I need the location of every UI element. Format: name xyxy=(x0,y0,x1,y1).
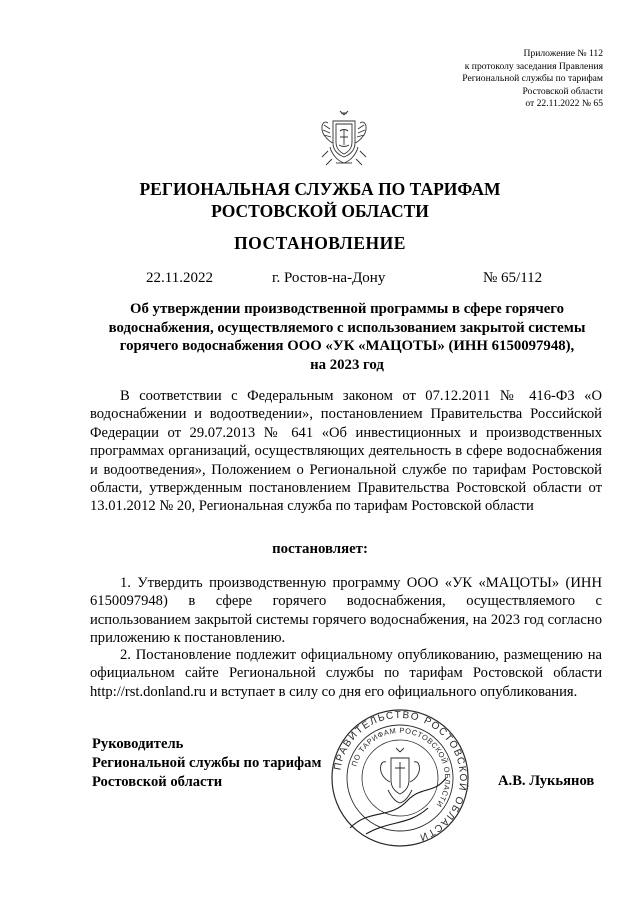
appendix-line: Ростовской области xyxy=(522,85,603,97)
subject-line: горячего водоснабжения ООО «УК «МАЦОТЫ» (ИНН 6150097948), xyxy=(119,338,575,354)
agency-name xyxy=(0,178,640,222)
subject-line: водоснабжения, осуществляемого с использованием закрытой системы xyxy=(108,319,586,336)
agency-name-line: РЕГИОНАЛЬНАЯ СЛУЖБА ПО ТАРИФАМ xyxy=(139,179,501,199)
document-number: № 65/112 xyxy=(483,270,543,286)
document-type: ПОСТАНОВЛЕНИЕ xyxy=(234,233,406,253)
subject-line: Об утверждении производственной программы в сфере горячего xyxy=(129,301,565,317)
resolves-heading: постановляет: xyxy=(272,541,368,557)
appendix-line: Приложение № 112 xyxy=(523,48,603,59)
item-1-paragraph: 1. Утвердить производственную программу ООО «УК «МАЦОТЫ» (ИНН 6150097948) в сфере горячего водоснабжения, осуществляемого с использованием закрытой системы горячего водоснабжения, на 2023 год согласно приложению к постановлению. xyxy=(90,575,602,647)
document-place: г. Ростов-на-Дону xyxy=(272,270,386,286)
agency-name-line: РОСТОВСКОЙ ОБЛАСТИ xyxy=(211,201,429,221)
signer-title-line: Региональной службы по тарифам xyxy=(92,755,322,771)
signer-name: А.В. Лукьянов xyxy=(498,773,595,789)
item-2-paragraph: 2. Постановление подлежит официальному опубликованию, размещению на официальном сайте Региональной службы по тарифам Ростовской области http://rst.donland.ru и вступает в силу со дня его официального опубликования. xyxy=(90,647,602,700)
appendix-note xyxy=(462,48,603,111)
subject-line: на 2023 год xyxy=(310,356,384,373)
appendix-line: Региональной службы по тарифам xyxy=(462,73,603,85)
preamble-paragraph: В соответствии с Федеральным законом от 07.12.2011 № 416-ФЗ «О водоснабжении и водоотведении», постановлением Правительства Российской Федерации от 29.07.2013 № 641 «Об инвестиционных и производственных программах организаций, осуществляющих деятельность в сфере водоснабжения и водоотведения», Положением о Региональной службе по тарифам Ростовской области, утвержденным постановлением Правительства Ростовской области от 13.01.2012 № 20, Региональная служба по тарифам Ростовской области xyxy=(90,388,602,515)
signer-title-line: Ростовской области xyxy=(92,774,223,790)
stamp-outer-textpath: ПРАВИТЕЛЬСТВО РОСТОВСКОЙ ОБЛАСТИ xyxy=(332,709,469,843)
appendix-line: к протоколу заседания Правления xyxy=(464,60,603,72)
signer-title-line: Руководитель xyxy=(92,736,184,752)
coat-of-arms-emblem xyxy=(318,109,370,167)
signer-title xyxy=(92,735,321,792)
stamp-emblem-icon xyxy=(381,748,420,803)
official-seal-stamp xyxy=(330,708,470,848)
document-subject xyxy=(92,300,602,374)
stamp-inner-textpath: ПО ТАРИФАМ РОСТОВСКОЙ ОБЛАСТИ xyxy=(349,725,453,809)
document-date: 22.11.2022 xyxy=(146,270,213,286)
appendix-line: от 22.11.2022 № 65 xyxy=(525,98,603,110)
